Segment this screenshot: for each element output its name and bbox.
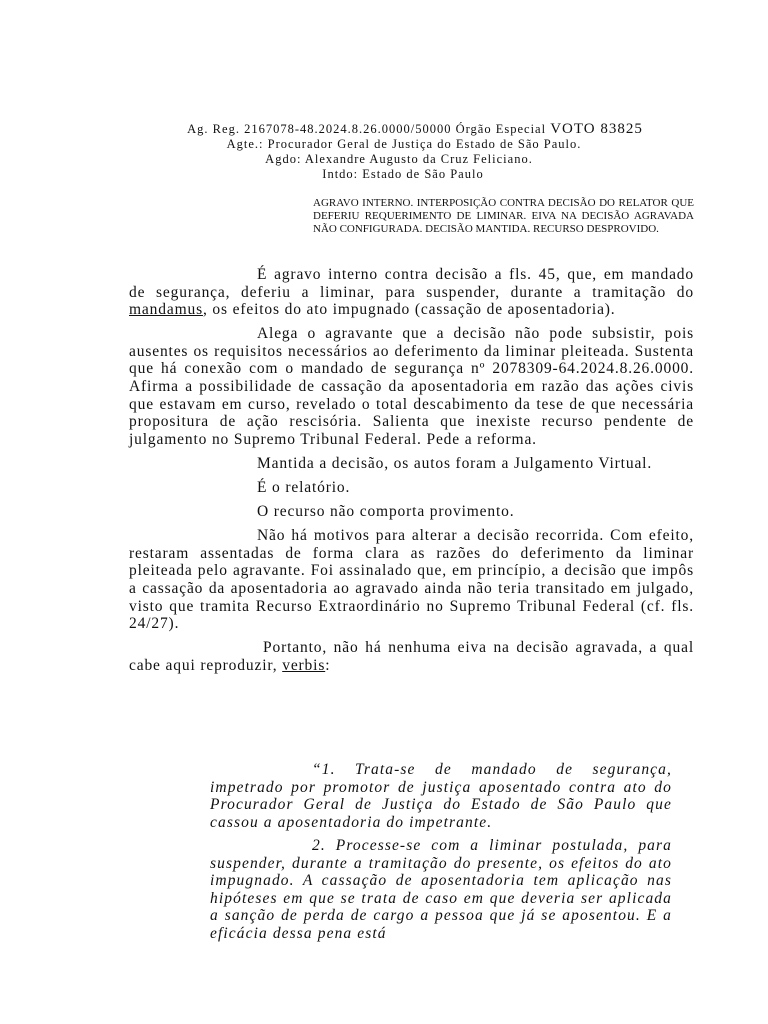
paragraph-6: Não há motivos para alterar a decisão recorrida. Com efeito, restaram assentadas de forma clara as razões do deferimento da liminar pleiteada pelo agravante. Foi assinalado que, em princípio, a decisão que impôs a cassação da aposentadoria ao agravado ainda não teria transitado em julgado, visto que tramita Recurso Extraordinário no Supremo Tribunal Federal (cf. fls. 24/27). xyxy=(129,527,694,633)
ementa-summary: AGRAVO INTERNO. INTERPOSIÇÃO CONTRA DECISÃO DO RELATOR QUE DEFERIU REQUERIMENTO DE LIMINAR. EIVA NA DECISÃO AGRAVADA NÃO CONFIGURADA. DECISÃO MANTIDA. RECURSO DESPROVIDO. xyxy=(313,197,694,235)
paragraph-2: Alega o agravante que a decisão não pode subsistir, pois ausentes os requisitos necessários ao deferimento da liminar pleiteada. Sustenta que há conexão com o mandado de segurança nº 2078309-64.2024.8.26.0000. Afirma a possibilidade de cassação da aposentadoria em razão das ações civis que estavam em curso, revelado o total descabimento da tese de que necessária propositura de ação rescisória. Salienta que inexiste recurso pendente de julgamento no Supremo Tribunal Federal. Pede a reforma. xyxy=(129,325,694,448)
case-header-line1 xyxy=(0,122,768,137)
paragraph-7-text-b: : xyxy=(325,656,331,674)
paragraph-7 xyxy=(129,639,694,674)
paragraph-3: Mantida a decisão, os autos foram a Julgamento Virtual. xyxy=(257,454,653,472)
decision-body xyxy=(129,266,694,674)
case-reference: Ag. Reg. 2167078-48.2024.8.26.0000/50000 Órgão Especial xyxy=(187,122,547,136)
paragraph-1 xyxy=(129,266,694,319)
paragraph-4: É o relatório. xyxy=(257,479,351,497)
case-header xyxy=(0,122,768,182)
paragraph-7-text-a: Portanto, não há nenhuma eiva na decisão agravada, a qual cabe aqui reproduzir, xyxy=(129,639,694,674)
vote-number: VOTO 83825 xyxy=(550,121,643,137)
paragraph-5: O recurso não comporta provimento. xyxy=(257,503,515,521)
quote-paragraph-2: 2. Processe-se com a liminar postulada, para suspender, durante a tramitação do presente, os efeitos do ato impugnado. A cassação de aposentadoria tem aplicação nas hipóteses em que se trata de caso em que deveria ser aplicada a sanção de perda de cargo a pessoa que já se aposentou. E a eficácia dessa pena está xyxy=(210,837,672,942)
appellee-line: Agdo: Alexandre Augusto da Cruz Feliciano. xyxy=(265,152,533,166)
paragraph-1-text-a: É agravo interno contra decisão a fls. 45, que, em mandado de segurança, deferiu a liminar, para suspender, durante a tramitação do xyxy=(129,266,694,301)
mandamus-term: mandamus xyxy=(129,301,203,319)
appellant-line: Agte.: Procurador Geral de Justiça do Estado de São Paulo. xyxy=(226,137,582,151)
paragraph-1-text-b: , os efeitos do ato impugnado (cassação de aposentadoria). xyxy=(202,301,616,319)
quote-paragraph-1: “1. Trata-se de mandado de segurança, impetrado por promotor de justiça aposentado contra ato do Procurador Geral de Justiça do Estado de São Paulo que cassou a aposentadoria do impetrante. xyxy=(210,761,672,831)
interested-party-line: Intdo: Estado de São Paulo xyxy=(322,167,484,181)
quoted-decision xyxy=(210,761,672,942)
verbis-term: verbis xyxy=(282,656,326,674)
